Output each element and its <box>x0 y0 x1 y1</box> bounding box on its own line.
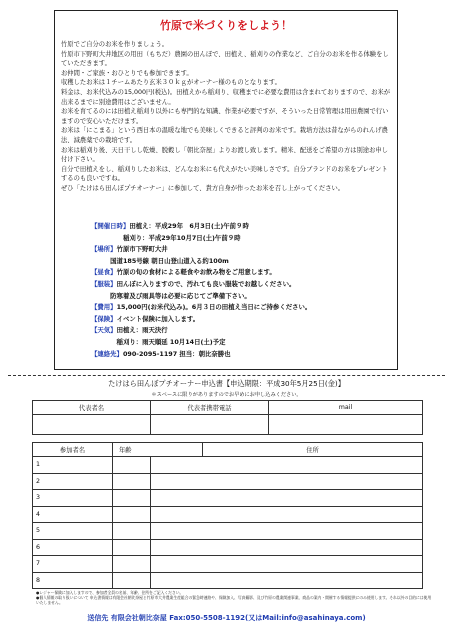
detail-label: 【開催日時】 <box>91 222 130 230</box>
header-age: 年齢 <box>113 443 203 457</box>
detail-item <box>91 291 391 303</box>
detail-item <box>91 337 391 349</box>
participants-table <box>32 442 423 589</box>
detail-text: 田んぼに入りますので、汚れても良い服装でお越しください。 <box>116 279 296 288</box>
detail-label: 【保険】 <box>91 314 117 323</box>
age-field[interactable] <box>113 457 151 474</box>
form-note: ＊スペースに限りがありますのでお早めにお申し込みください。 <box>151 392 302 398</box>
paragraph: 収穫したお米は１チームあたり玄米３０ｋｇがオーナー様のものとなります。 <box>61 79 281 87</box>
representative-phone-field[interactable] <box>151 415 269 435</box>
detail-item <box>91 325 391 337</box>
detail-item <box>91 244 391 256</box>
address-field[interactable] <box>151 490 423 507</box>
event-details <box>91 221 391 360</box>
paragraph: お米を育てるのには田植え稲刈り以外にも専門的な知識、作業が必要ですが、そういった日常管理は用田農園で行いますので安心いただけます。 <box>61 108 389 125</box>
paragraph: 竹原でご自分のお米を作りましょう。 <box>61 41 169 48</box>
detail-text: 稲刈り：雨天順延 10月14日(土)予定 <box>91 337 226 346</box>
detail-label: 【連絡先】 <box>91 349 123 358</box>
paragraph: お米は「にこまる」という西日本の温暖な地でも美味しくできると評判のお米です。栽培方法は昔ながらのれんげ農法、減農薬での栽培です。 <box>61 127 388 144</box>
detail-text: 竹原市下野町大井 <box>116 245 168 254</box>
detail-label: 【天気】 <box>91 326 117 335</box>
detail-text: 090-2095-1197 担当：朝比奈勝也 <box>122 349 231 358</box>
participant-row <box>33 473 423 490</box>
representative-table <box>32 400 423 435</box>
participant-row <box>33 523 423 540</box>
detail-text: 国道185号線 朝日山登山道入る約100m <box>91 256 229 265</box>
age-field[interactable] <box>113 490 151 507</box>
detail-label: 【場所】 <box>91 245 117 254</box>
age-field[interactable] <box>113 556 151 573</box>
detail-text: 竹原の旬の食材による軽食やお飲み物をご用意します。 <box>116 268 276 277</box>
flyer-description <box>61 40 392 194</box>
detail-text: 田植え：平成29年 6月3日(土)午前９時 <box>129 222 249 230</box>
paragraph: お米は稲刈り後、天日干しし乾燥、脱穀し「朝比奈屋」よりお渡し致します。精米、配送をご希望の方は別途お申し付け下さい。 <box>61 146 388 164</box>
paragraph: 自分で田植えをし、稲刈りしたお米は、どんなお米にも代えがたい美味しさです。自分ブランドのお米をプレゼントするのも良いですね。 <box>61 165 388 183</box>
detail-item <box>91 302 391 314</box>
paragraph: お仲間・ご家族・おひとりでも参加できます。 <box>61 69 193 77</box>
participant-row <box>33 457 423 474</box>
participant-row <box>33 572 423 589</box>
detail-label: 【費用】 <box>91 303 117 312</box>
address-field[interactable] <box>151 457 423 474</box>
participant-name-field[interactable]: 8 <box>33 572 113 589</box>
age-field[interactable] <box>113 506 151 523</box>
detail-item <box>91 314 391 326</box>
age-field[interactable] <box>113 572 151 589</box>
detail-label: 【昼食】 <box>91 268 117 277</box>
header-representative-phone: 代表者携帯電話 <box>151 401 269 415</box>
detail-text: 稲刈り：平成29年10月7日(土)午前９時 <box>91 233 241 242</box>
address-field[interactable] <box>151 506 423 523</box>
participant-row <box>33 556 423 573</box>
footer-contact: 送信先 有限会社朝比奈屋 Fax:050-5508-1192(又はMail:info@asahinaya.com) <box>87 614 366 622</box>
participant-name-field[interactable]: 6 <box>33 539 113 556</box>
paragraph: 竹原市下野町大井地区の用田（もちだ）農園の田んぼで、田植え、稲刈りの作業など、ご自分のお米を作る体験をしていただきます。 <box>61 50 389 68</box>
participant-name-field[interactable]: 2 <box>33 473 113 490</box>
detail-item <box>91 233 391 245</box>
participant-row <box>33 539 423 556</box>
participant-name-field[interactable]: 1 <box>33 457 113 474</box>
age-field[interactable] <box>113 473 151 490</box>
address-field[interactable] <box>151 556 423 573</box>
flyer-title: 竹原で米づくりをしよう！ <box>160 19 292 32</box>
age-field[interactable] <box>113 539 151 556</box>
participant-name-field[interactable]: 4 <box>33 506 113 523</box>
address-field[interactable] <box>151 539 423 556</box>
form-title: たけはら田んぼプチオーナー申込書【申込期限：平成30年5月25日(金)】 <box>108 379 345 388</box>
age-field[interactable] <box>113 523 151 540</box>
header-representative-name: 代表者名 <box>33 401 151 415</box>
participant-name-field[interactable]: 7 <box>33 556 113 573</box>
participant-name-field[interactable]: 5 <box>33 523 113 540</box>
detail-item <box>91 267 391 279</box>
address-field[interactable] <box>151 473 423 490</box>
mail-field[interactable] <box>269 415 423 435</box>
detail-label: 【服装】 <box>91 279 117 288</box>
detail-item <box>91 279 391 291</box>
paragraph: 料金は、お米代込みの15,000円(税込)。田植えから稲刈り、収穫までに必要な費用は含まれておりますので、お米が出来るまでに別途費用はございません。 <box>61 88 391 106</box>
address-field[interactable] <box>151 572 423 589</box>
detail-item <box>91 349 391 361</box>
cut-line-divider <box>8 375 445 376</box>
detail-text: 15,000円(お米代込み)。6月３日の田植え当日にご持参ください。 <box>116 303 312 312</box>
paragraph: ぜひ「たけはら田んぼプチオーナー」に参加して、貴方自身が作ったお米を召し上がってください。 <box>61 184 345 192</box>
header-mail: mail <box>269 401 423 415</box>
address-field[interactable] <box>151 523 423 540</box>
participant-name-field[interactable]: 3 <box>33 490 113 507</box>
detail-text: 田植え：雨天決行 <box>116 326 168 335</box>
detail-item <box>91 256 391 268</box>
fine-print-line: ●個人情報の取り扱いについて 申込書情報は有限会社朝比奈屋と竹原市大井農業生産組合の緊急時連絡や、保険加入、写真撮影、及び竹原の農業関連事業、商品の案内・開催する情報提供にのみ使用します。それ以外の目的には使用いたしません。 <box>36 595 432 606</box>
detail-item <box>91 221 391 233</box>
detail-text: イベント保険に加入します。 <box>116 314 200 323</box>
event-flyer-box <box>54 10 398 370</box>
representative-name-field[interactable] <box>33 415 151 435</box>
participant-row <box>33 490 423 507</box>
fine-print-line: ●レジャー保険に加入しますので、参加者全員の名前、年齢、住所をご記入ください。 <box>36 590 184 595</box>
fine-print <box>36 590 433 606</box>
detail-text: 防寒着及び雨具等は必要に応じてご準備下さい。 <box>91 291 251 300</box>
header-address: 住所 <box>203 443 423 457</box>
header-participant-name: 参加者名 <box>33 443 113 457</box>
participant-row <box>33 506 423 523</box>
